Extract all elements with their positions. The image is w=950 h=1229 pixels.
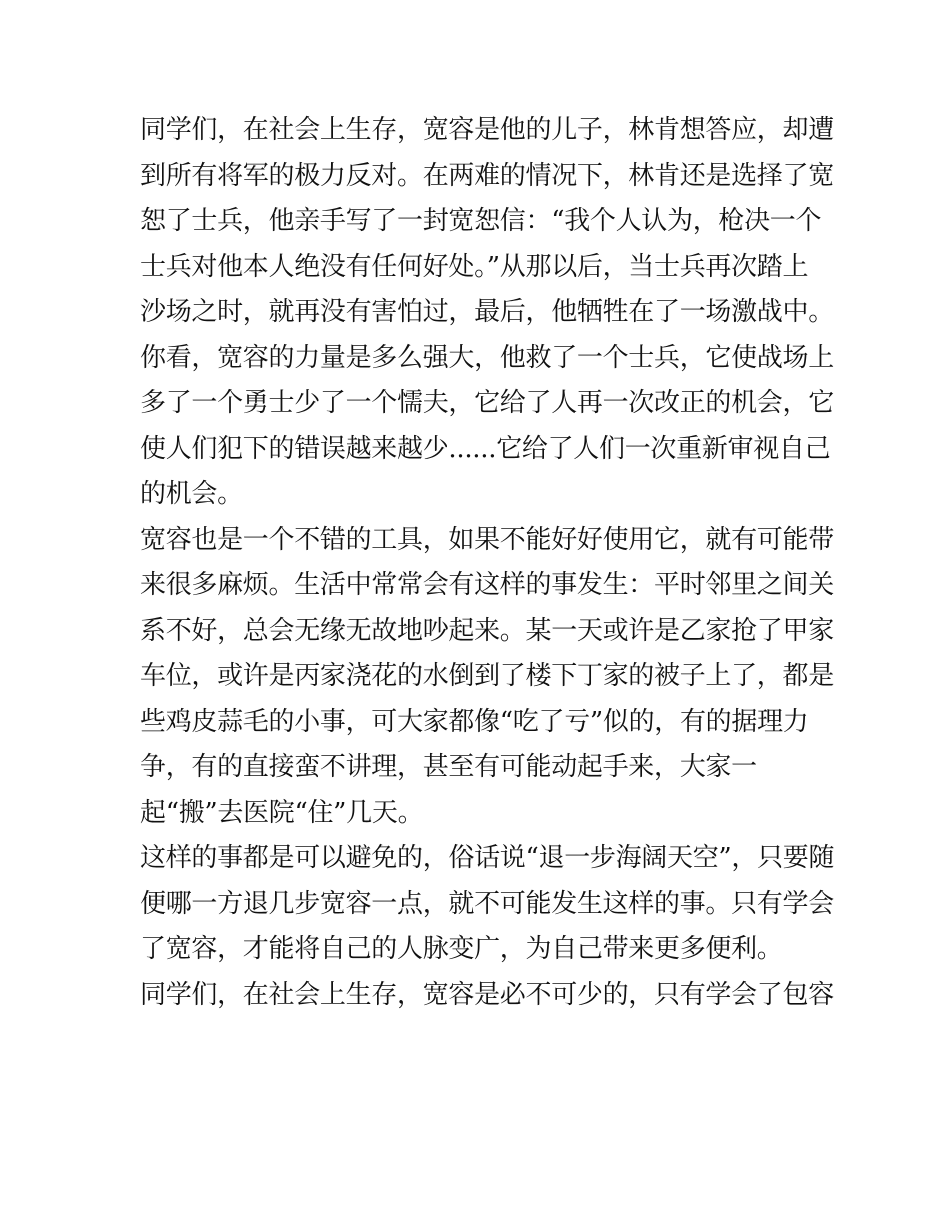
text-line: 你看，宽容的力量是多么强大，他救了一个士兵，它使战场上 [140, 342, 834, 373]
document-body [140, 108, 835, 1018]
text-line: 多了一个勇士少了一个懦夫，它给了人再一次改正的机会，它 [140, 388, 834, 418]
text-line: 到所有将军的极力反对。在两难的情况下，林肯还是选择了宽 [140, 160, 834, 191]
text-line: 了宽容，才能将自己的人脉变广，为自己带来更多便利。 [140, 934, 783, 964]
text-line: 些鸡皮蒜毛的小事，可大家都像“吃了亏”似的，有的据理力 [140, 706, 809, 737]
text-line: 系不好，总会无缘无故地吵起来。某一天或许是乙家抢了甲家 [140, 615, 834, 646]
text-line: 宽容也是一个不错的工具，如果不能好好使用它，就有可能带 [140, 524, 834, 555]
text-line: 沙场之时，就再没有害怕过，最后，他牺牲在了一场激战中。 [140, 297, 834, 327]
text-line: 同学们，在社会上生存，宽容是他的儿子，林肯想答应，却遭 [140, 115, 834, 145]
text-line: 来很多麻烦。生活中常常会有这样的事发生：平时邻里之间关 [140, 570, 834, 600]
text-line: 恕了士兵，他亲手写了一封宽恕信：“我个人认为，枪决一个 [140, 206, 822, 236]
text-line: 使人们犯下的错误越来越少......它给了人们一次重新审视自己 [140, 433, 831, 464]
text-line: 的机会。 [140, 479, 243, 509]
text-line: 便哪一方退几步宽容一点，就不可能发生这样的事。只有学会 [140, 888, 834, 919]
text-line: 车位，或许是丙家浇花的水倒到了楼下丁家的被子上了，都是 [140, 661, 834, 691]
text-line: 同学们，在社会上生存，宽容是必不可少的，只有学会了包容 [140, 979, 834, 1010]
text-line: 士兵对他本人绝没有任何好处。”从那以后，当士兵再次踏上 [140, 251, 809, 282]
text-line: 这样的事都是可以避免的，俗话说“退一步海阔天空”，只要随 [140, 843, 835, 873]
text-line: 争，有的直接蛮不讲理，甚至有可能动起手来，大家一 [140, 752, 757, 782]
text-line: 起“搬”去医院“住”几天。 [140, 797, 424, 828]
